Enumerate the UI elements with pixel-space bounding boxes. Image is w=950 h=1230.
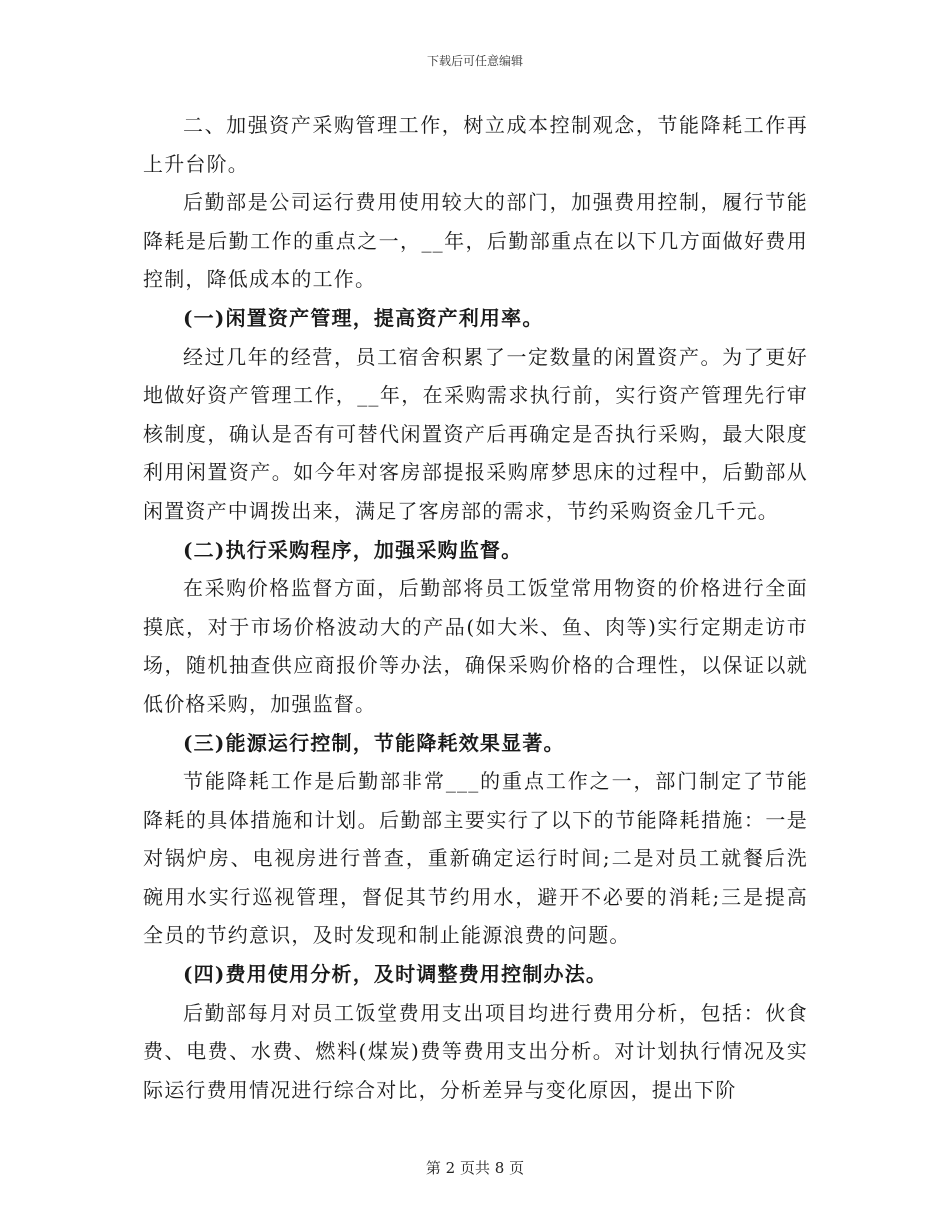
page-number-footer: 第 2 页共 8 页 (425, 1159, 525, 1177)
subsection-heading: (四)费用使用分析，及时调整费用控制办法。 (183, 962, 608, 987)
subsection-heading: (一)闲置资产管理，提高资产利用率。 (183, 305, 544, 330)
body-paragraph: 在采购价格监督方面，后勤部将员工饭堂常用物资的价格进行全面摸底，对于市场价格波动大的产品(如大米、鱼、肉等)实行定期走访市场，随机抽查供应商报价等办法，确保采购价格的合理性，以保证以就低价格采购，加强监督。 (143, 576, 808, 716)
body-paragraph: 节能降耗工作是后勤部非常___的重点工作之一，部门制定了节能降耗的具体措施和计划。后勤部主要实行了以下的节能降耗措施：一是对锅炉房、电视房进行普查，重新确定运行时间;二是对员工就餐后洗碗用水实行巡视管理，督促其节约用水，避开不必要的消耗;三是提高全员的节约意识，及时发现和制止能源浪费的问题。 (143, 769, 808, 948)
document-body (143, 106, 808, 1109)
page-header: 下载后可任意编辑 (426, 54, 523, 68)
section-title-paragraph: 二、加强资产采购管理工作，树立成本控制观念，节能降耗工作再上升台阶。 (143, 113, 808, 176)
body-paragraph: 后勤部每月对员工饭堂费用支出项目均进行费用分析，包括：伙食费、电费、水费、燃料(煤炭)费等费用支出分析。对计划执行情况及实际运行费用情况进行综合对比，分析差异与变化原因，提出下阶 (143, 1000, 808, 1102)
subsection-heading: (三)能源运行控制，节能降耗效果显著。 (183, 730, 565, 755)
body-paragraph: 后勤部是公司运行费用使用较大的部门，加强费用控制，履行节能降耗是后勤工作的重点之一，__年，后勤部重点在以下几方面做好费用控制，降低成本的工作。 (143, 190, 808, 292)
subsection-heading: (二)执行采购程序，加强采购监督。 (183, 537, 523, 562)
body-paragraph: 经过几年的经营，员工宿舍积累了一定数量的闲置资产。为了更好地做好资产管理工作，__年，在采购需求执行前，实行资产管理先行审核制度，确认是否有可替代闲置资产后再确定是否执行采购，最大限度利用闲置资产。如今年对客房部提报采购席梦思床的过程中，后勤部从闲置资产中调拨出来，满足了客房部的需求，节约采购资金几千元。 (143, 344, 808, 523)
